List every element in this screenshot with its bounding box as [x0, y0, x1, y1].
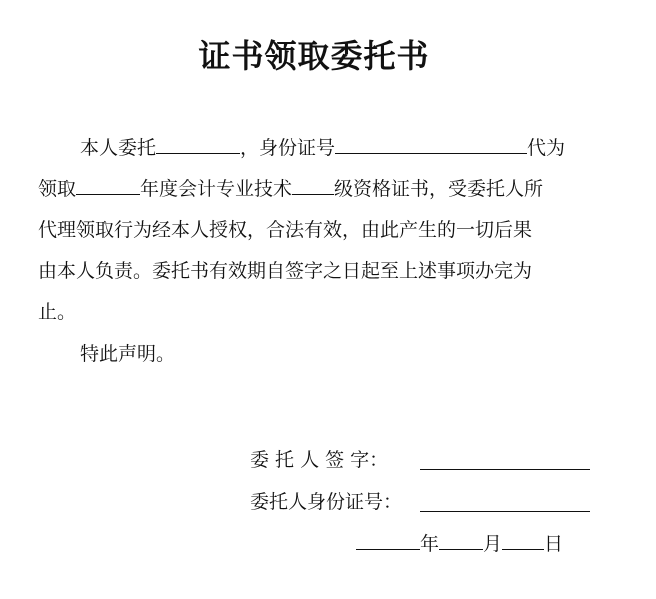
blank-trustee-name[interactable]	[156, 134, 240, 154]
date-year-label: 年	[420, 533, 440, 555]
text-year-accounting: 年度会计专业技术	[140, 178, 293, 200]
date-day-blank[interactable]	[502, 530, 544, 550]
blank-level[interactable]	[292, 175, 334, 195]
declaration-text: 特此声明。	[80, 343, 176, 365]
trustee-signature-blank[interactable]	[420, 449, 590, 470]
date-year-blank[interactable]	[356, 530, 420, 550]
paragraph-line-4: 由本人负责。委托书有效期自签字之日起至上述事项办完为	[38, 260, 533, 282]
paragraph-line-5: 止。	[38, 301, 77, 323]
paragraph-line-1	[80, 134, 565, 162]
trustee-id-blank[interactable]	[420, 491, 590, 512]
date-month-blank[interactable]	[439, 530, 483, 550]
text-collect: 领取	[38, 178, 77, 200]
date-day-label: 日	[544, 533, 564, 555]
text-entrust: 本人委托	[80, 137, 157, 159]
trustee-signature-label: 委 托 人 签 字：	[250, 449, 389, 471]
blank-year[interactable]	[76, 175, 140, 195]
trustee-id-row	[250, 488, 590, 516]
date-month-label: 月	[483, 533, 503, 555]
paragraph-line-2	[38, 175, 543, 203]
blank-trustee-id[interactable]	[335, 134, 527, 154]
paragraph-line-3: 代理领取行为经本人授权，合法有效，由此产生的一切后果	[38, 219, 533, 241]
document-title: 证书领取委托书	[198, 37, 430, 75]
text-id-number: ，身份证号	[240, 137, 336, 159]
trustee-id-label: 委托人身份证号：	[250, 491, 403, 513]
text-on-behalf: 代为	[527, 137, 566, 159]
text-level-certificate: 级资格证书，受委托人所	[334, 178, 544, 200]
trustee-signature-row	[250, 446, 590, 474]
date-row	[356, 530, 563, 558]
